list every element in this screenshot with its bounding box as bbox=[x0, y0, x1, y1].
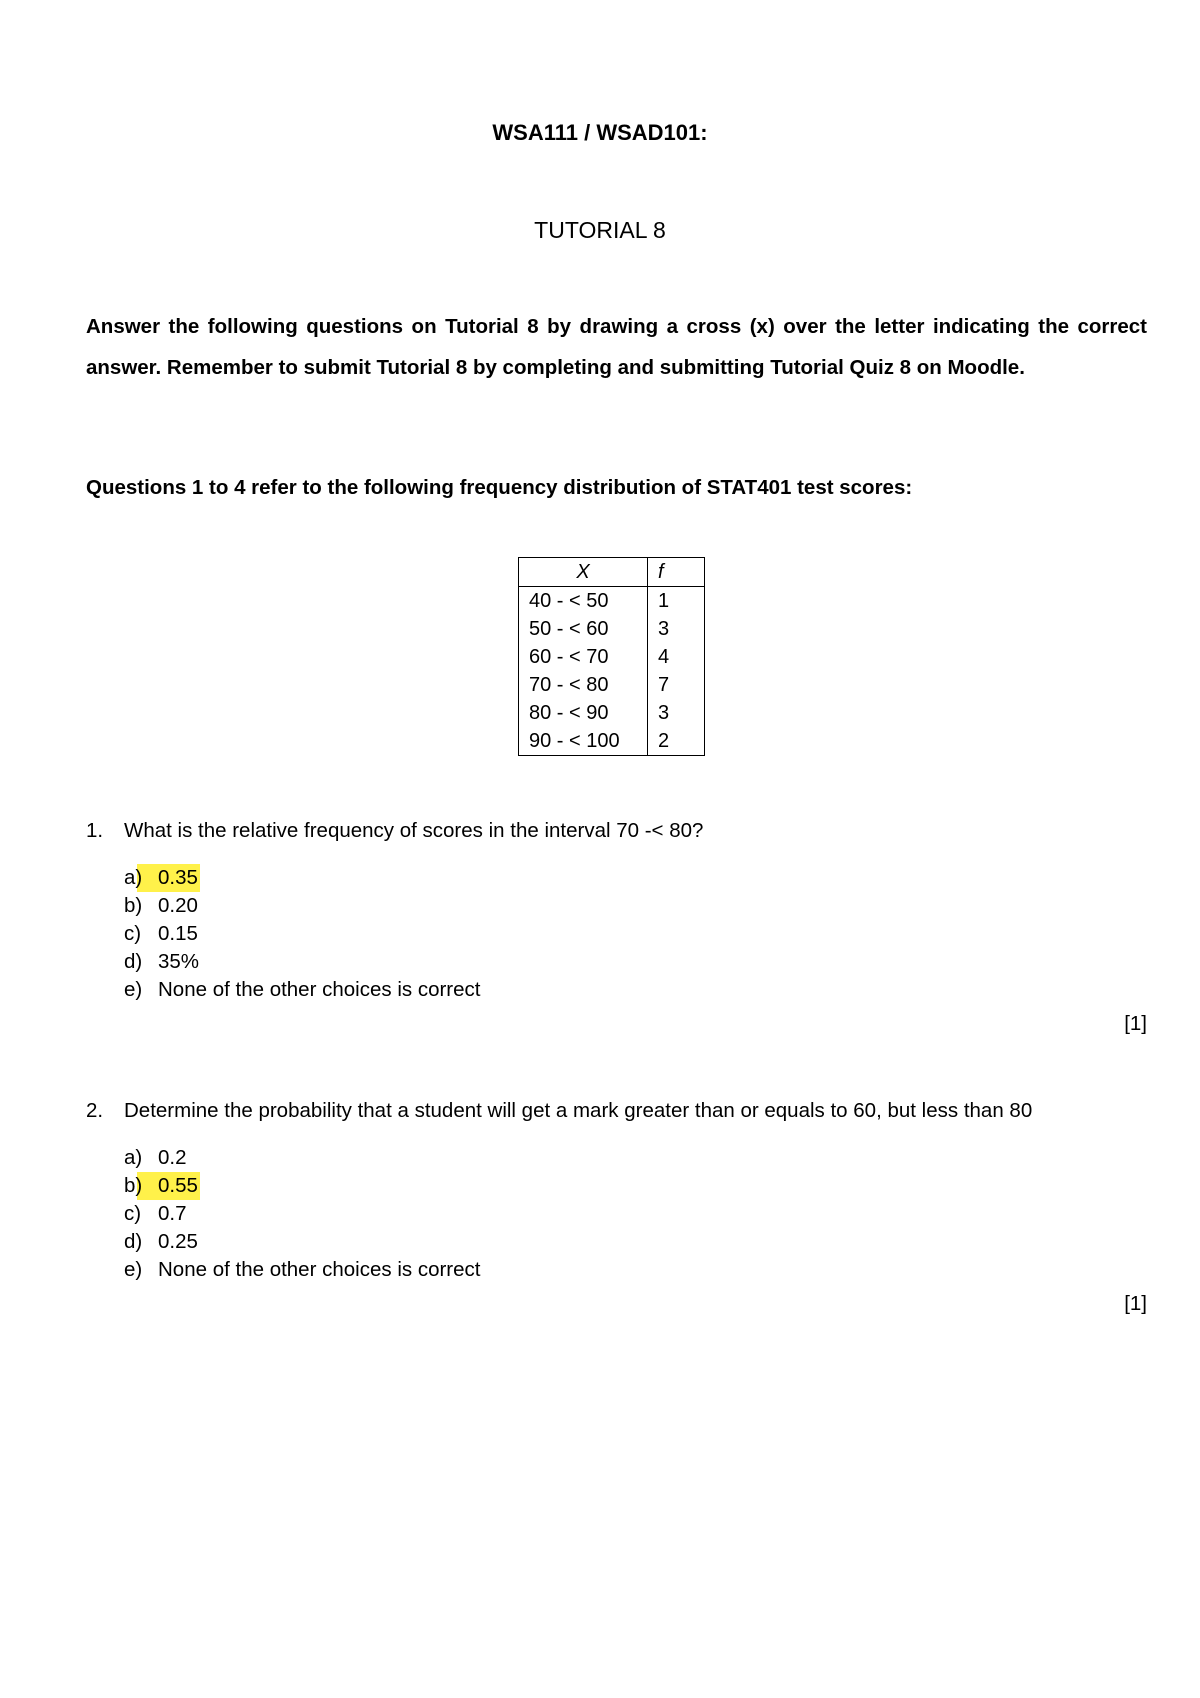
tutorial-title: TUTORIAL 8 bbox=[534, 217, 666, 243]
table-row bbox=[519, 699, 705, 727]
option-a[interactable] bbox=[124, 864, 1147, 892]
table-header-row bbox=[519, 558, 705, 587]
question-2-stem bbox=[86, 1097, 1147, 1124]
option-text: 35% bbox=[158, 950, 200, 973]
question-1 bbox=[86, 817, 1147, 1038]
interval-cell: 80 - < 90 bbox=[519, 699, 648, 727]
question-number: 2. bbox=[86, 1099, 104, 1122]
table-reference-text: Questions 1 to 4 refer to the following frequency distribution of STAT401 test scores: bbox=[86, 476, 913, 499]
interval-cell: 90 - < 100 bbox=[519, 727, 648, 756]
option-text: 0.15 bbox=[158, 922, 198, 945]
option-letter: d) bbox=[124, 1230, 143, 1253]
interval-cell: 50 - < 60 bbox=[519, 615, 648, 643]
option-b[interactable] bbox=[124, 892, 1147, 920]
instructions-paragraph: Answer the following questions on Tutorial 8 by drawing a cross (x) over the letter indicating the correct answer. Remember to submit Tutorial 8 by completing and submitting Tutorial Quiz 8 on Moodle. bbox=[86, 315, 1147, 379]
option-a[interactable] bbox=[124, 1144, 1147, 1172]
option-letter: a) bbox=[124, 1146, 143, 1169]
frequency-cell: 3 bbox=[648, 615, 705, 643]
table-row bbox=[519, 587, 705, 616]
header-x: X bbox=[519, 558, 648, 587]
frequency-cell: 7 bbox=[648, 671, 705, 699]
question-text: Determine the probability that a student will get a mark greater than or equals to 60, but less than 80 bbox=[124, 1099, 1033, 1122]
option-text: None of the other choices is correct bbox=[158, 1258, 481, 1281]
header-f: f bbox=[648, 558, 705, 587]
option-c[interactable] bbox=[124, 920, 1147, 948]
option-text: 0.55 bbox=[158, 1172, 200, 1200]
table-row bbox=[519, 671, 705, 699]
option-b[interactable] bbox=[124, 1172, 1147, 1200]
table-row bbox=[519, 643, 705, 671]
option-text: 0.35 bbox=[158, 864, 200, 892]
interval-cell: 40 - < 50 bbox=[519, 587, 648, 616]
question-marks: [1] bbox=[1124, 1292, 1147, 1315]
option-letter: a) bbox=[124, 864, 158, 892]
question-1-options bbox=[124, 864, 1147, 1004]
option-letter: b) bbox=[124, 894, 143, 917]
option-text: 0.20 bbox=[158, 894, 198, 917]
option-letter: e) bbox=[124, 978, 143, 1001]
question-1-stem bbox=[86, 817, 1147, 844]
frequency-table bbox=[518, 557, 705, 756]
option-text: 0.7 bbox=[158, 1202, 187, 1225]
frequency-cell: 4 bbox=[648, 643, 705, 671]
option-letter: d) bbox=[124, 950, 143, 973]
option-e[interactable] bbox=[124, 1256, 1147, 1284]
interval-cell: 70 - < 80 bbox=[519, 671, 648, 699]
course-code-heading: WSA111 / WSAD101: bbox=[492, 120, 708, 145]
table-row bbox=[519, 727, 705, 756]
table-row bbox=[519, 615, 705, 643]
option-c[interactable] bbox=[124, 1200, 1147, 1228]
option-letter: c) bbox=[124, 922, 142, 945]
question-2-options bbox=[124, 1144, 1147, 1284]
option-e[interactable] bbox=[124, 976, 1147, 1004]
frequency-cell: 3 bbox=[648, 699, 705, 727]
option-letter: e) bbox=[124, 1258, 143, 1281]
question-text: What is the relative frequency of scores in the interval 70 -< 80? bbox=[124, 819, 704, 842]
frequency-cell: 2 bbox=[648, 727, 705, 756]
option-letter: b) bbox=[124, 1172, 158, 1200]
option-d[interactable] bbox=[124, 948, 1147, 976]
option-d[interactable] bbox=[124, 1228, 1147, 1256]
question-marks: [1] bbox=[1124, 1012, 1147, 1035]
option-letter: c) bbox=[124, 1202, 142, 1225]
option-text: 0.2 bbox=[158, 1146, 187, 1169]
question-number: 1. bbox=[86, 819, 104, 842]
question-2 bbox=[86, 1097, 1147, 1318]
interval-cell: 60 - < 70 bbox=[519, 643, 648, 671]
frequency-cell: 1 bbox=[648, 587, 705, 616]
option-text: None of the other choices is correct bbox=[158, 978, 481, 1001]
option-text: 0.25 bbox=[158, 1230, 198, 1253]
